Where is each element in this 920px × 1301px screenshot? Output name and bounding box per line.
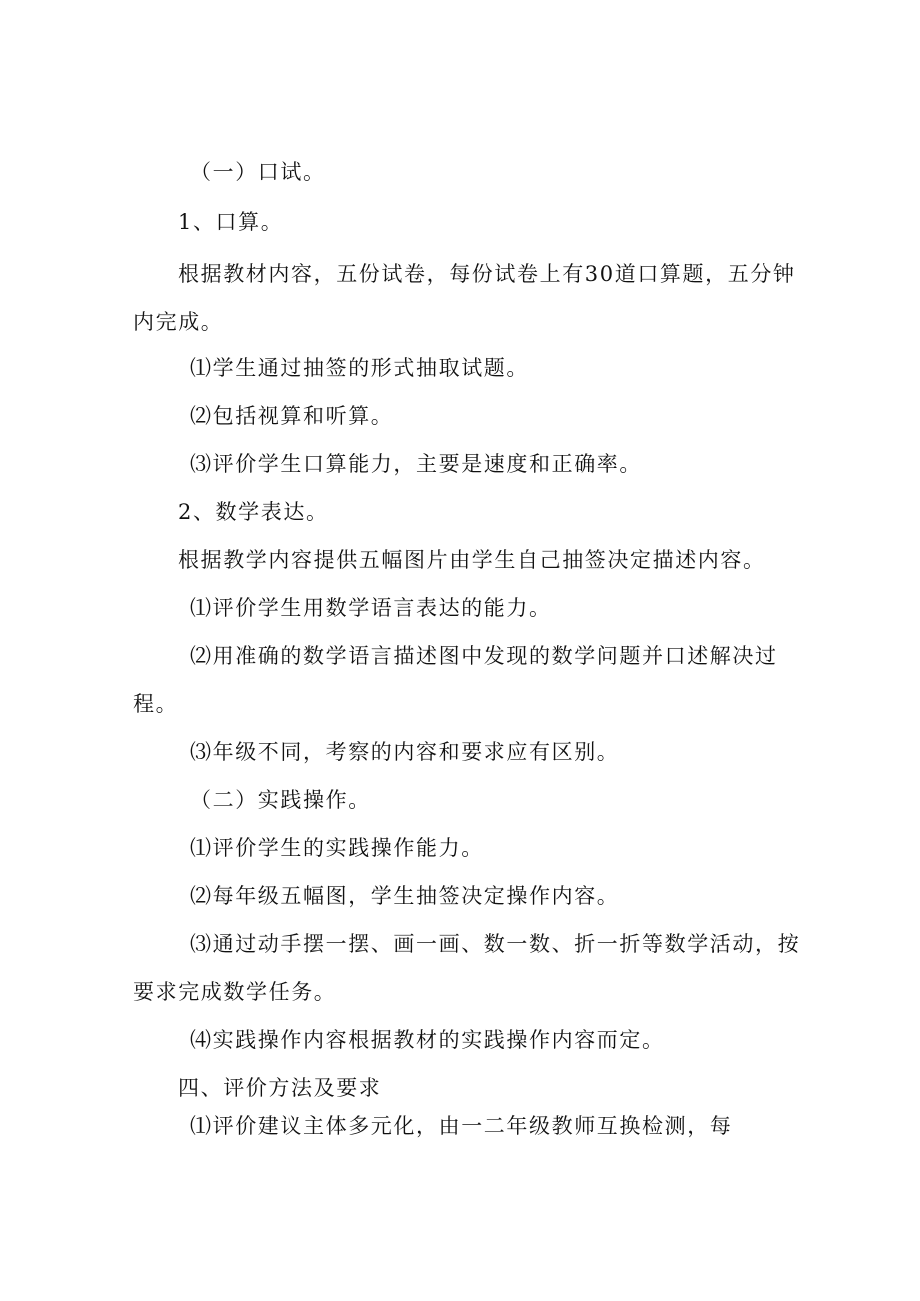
paragraph-line: 要求完成数学任务。 [133,980,337,1004]
subsection-heading-math-expression: 2、数学表达。 [178,500,329,524]
list-item: ⑶通过动手摆一摆、画一画、数一数、折一折等数学活动，按 [190,932,801,956]
list-item: ⑶评价学生口算能力，主要是速度和正确率。 [190,452,642,476]
section-heading-practice: （二）实践操作。 [190,788,371,812]
list-item: ⑵用准确的数学语言描述图中发现的数学问题并口述解决过 [190,644,778,668]
section-heading-oral-test: （一）口试。 [190,160,326,184]
list-item: ⑵每年级五幅图，学生抽签决定操作内容。 [190,884,620,908]
list-item: ⑴评价学生用数学语言表达的能力。 [190,596,552,620]
paragraph-line: 内完成。 [133,310,224,334]
list-item: ⑶年级不同，考察的内容和要求应有区别。 [190,740,620,764]
section-heading-evaluation-method: 四、评价方法及要求 [178,1076,382,1100]
list-item: ⑴学生通过抽签的形式抽取试题。 [190,356,529,380]
list-item: ⑴评价学生的实践操作能力。 [190,836,484,860]
paragraph-line: 根据教学内容提供五幅图片由学生自己抽签决定描述内容。 [178,548,766,572]
list-item: ⑵包括视算和听算。 [190,404,394,428]
subsection-heading-mental-arithmetic: 1、口算。 [178,210,284,234]
list-item: ⑴评价建议主体多元化，由一二年级教师互换检测，每 [190,1114,733,1138]
paragraph-line: 根据教材内容，五份试卷，每份试卷上有30道口算题，五分钟 [178,262,796,286]
paragraph-line: 程。 [133,692,179,716]
list-item: ⑷实践操作内容根据教材的实践操作内容而定。 [190,1028,665,1052]
